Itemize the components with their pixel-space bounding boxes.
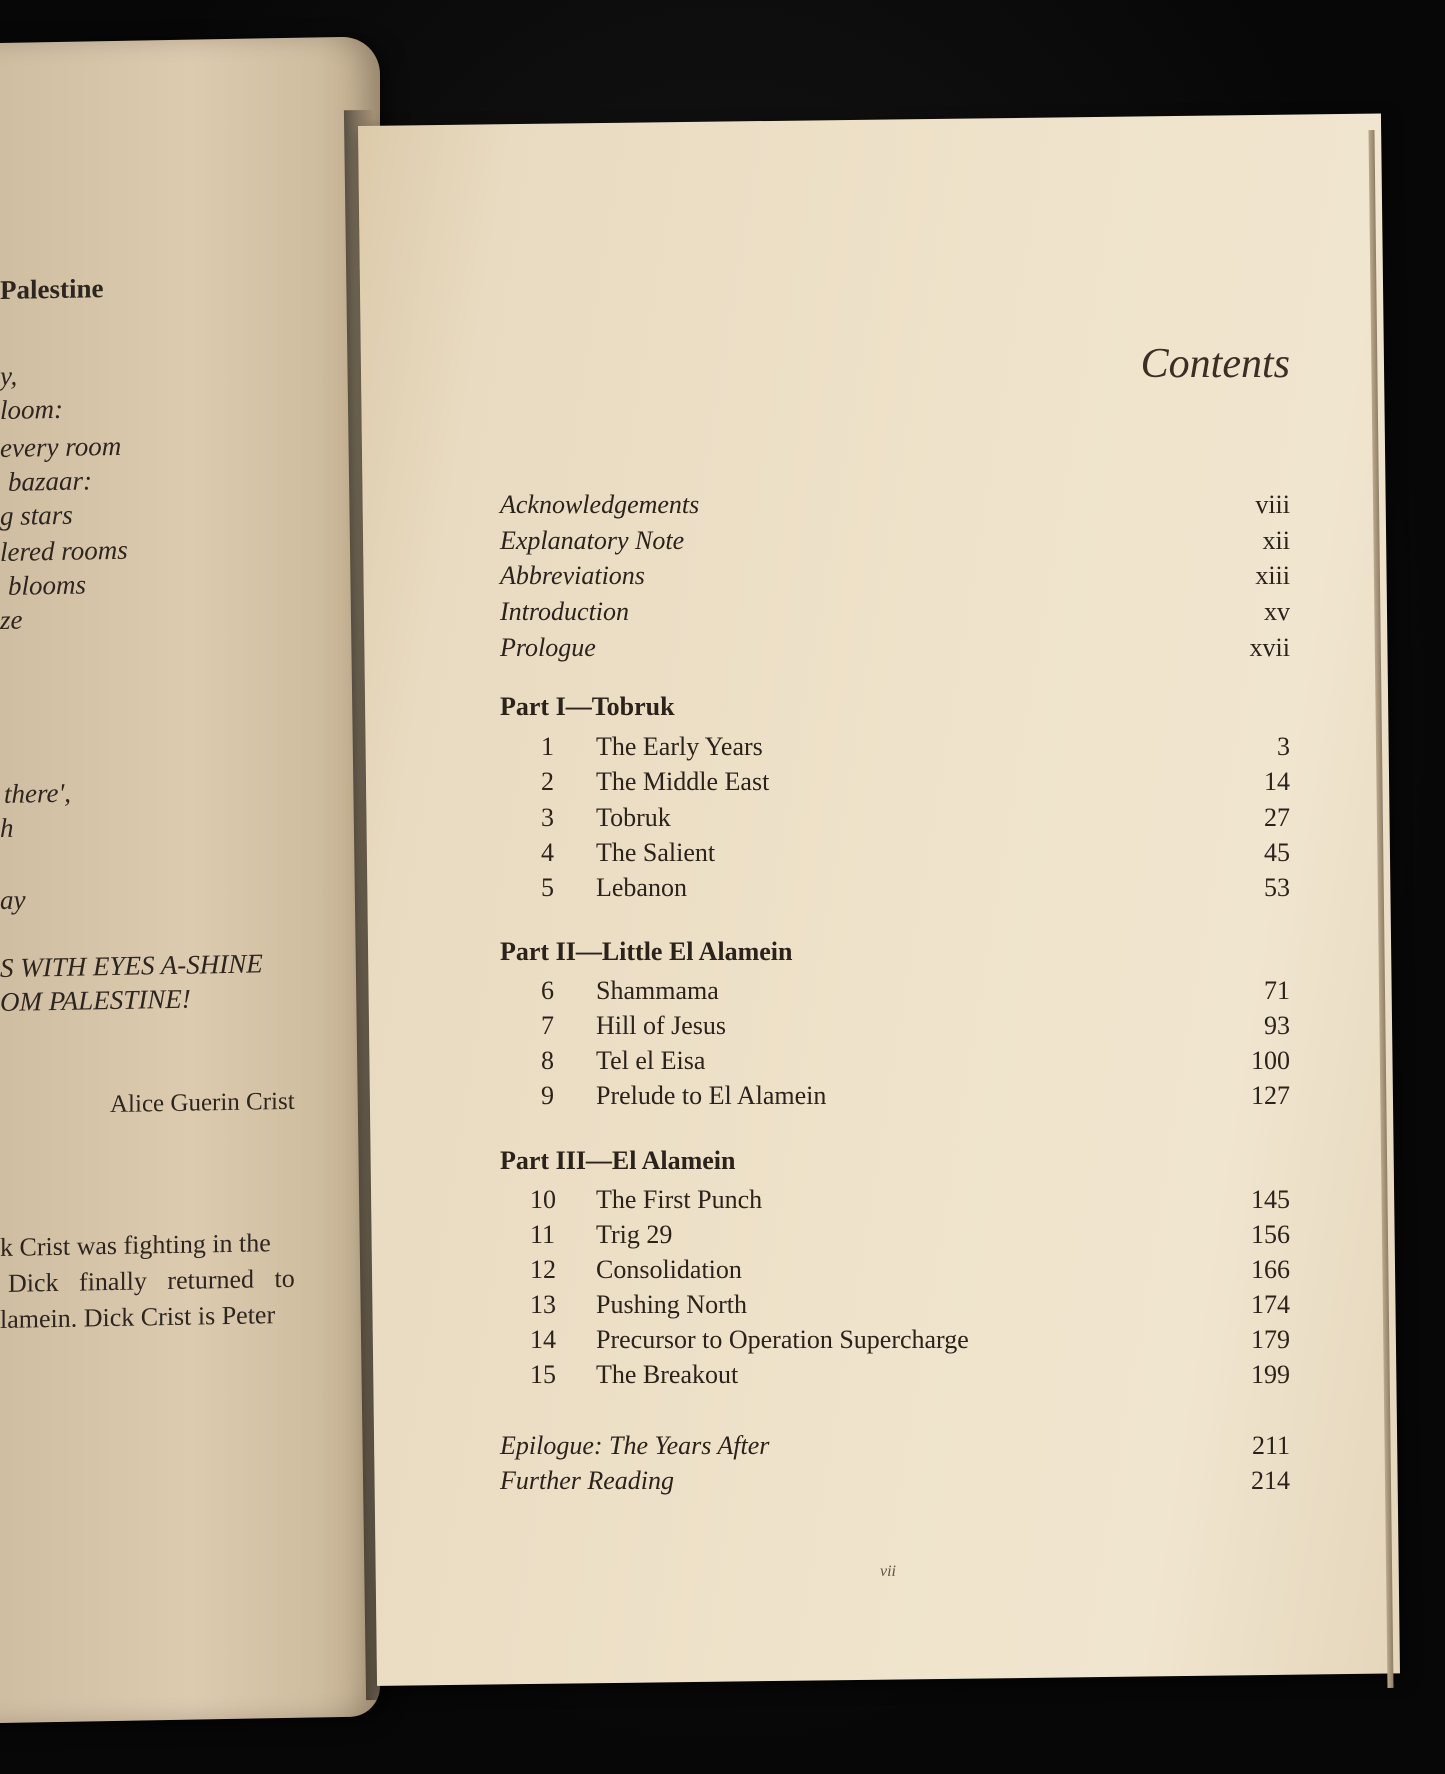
poem-line: lered rooms [0, 534, 128, 567]
chapter-page: 199 [1251, 1360, 1290, 1389]
entry-page: xvii [1249, 633, 1290, 662]
chapter-title: Lebanon [596, 873, 687, 902]
chapter-page: 156 [1251, 1220, 1290, 1249]
chapter-title: Precursor to Operation Supercharge [596, 1325, 969, 1354]
poem-line: ay [0, 884, 26, 915]
chapter-number: 3 [541, 803, 554, 832]
toc-chapter-1[interactable] [500, 730, 1290, 764]
toc-chapter-3[interactable] [500, 801, 1290, 835]
chapter-title: Prelude to El Alamein [596, 1081, 827, 1110]
chapter-title: Shammama [596, 976, 719, 1005]
entry-label: Abbreviations [500, 561, 645, 590]
toc-entry-abbreviations[interactable] [500, 559, 1290, 593]
entry-label: Explanatory Note [500, 526, 685, 555]
chapter-number: 10 [530, 1185, 556, 1214]
toc-chapter-13[interactable] [500, 1288, 1290, 1322]
poem-line: blooms [8, 569, 87, 601]
chapter-number: 9 [541, 1081, 554, 1110]
chapter-page: 127 [1251, 1081, 1290, 1110]
chapter-number: 12 [530, 1255, 556, 1284]
prose-line: lamein. Dick Crist is Peter [0, 1300, 276, 1334]
toc-entry-epilogue[interactable] [500, 1429, 1290, 1463]
chapter-title: The Breakout [596, 1360, 739, 1389]
toc-chapter-11[interactable] [500, 1218, 1290, 1252]
chapter-number: 2 [541, 767, 554, 796]
toc-chapter-5[interactable] [500, 871, 1290, 905]
entry-page: viii [1255, 490, 1290, 519]
chapter-title: Tel el Eisa [596, 1046, 706, 1075]
chapter-page: 53 [1264, 873, 1290, 902]
poem-line: bazaar: [8, 465, 93, 497]
toc-chapter-8[interactable] [500, 1044, 1290, 1078]
toc-chapter-12[interactable] [500, 1253, 1290, 1287]
chapter-number: 7 [541, 1011, 554, 1040]
chapter-title: Pushing North [596, 1290, 747, 1319]
entry-page: xv [1264, 597, 1290, 626]
chapter-number: 6 [541, 976, 554, 1005]
left-page-heading: Palestine [0, 273, 104, 305]
poem-line: loom: [0, 393, 63, 425]
entry-label: Acknowledgements [500, 490, 700, 519]
prose-line: Dick finally returned to [8, 1263, 295, 1298]
toc-chapter-15[interactable] [500, 1358, 1290, 1392]
toc-chapter-7[interactable] [500, 1009, 1290, 1043]
chapter-number: 11 [530, 1220, 556, 1249]
chapter-title: The Middle East [596, 767, 770, 796]
poem-line: y, [0, 360, 18, 391]
entry-label: Further Reading [500, 1466, 675, 1495]
chapter-page: 45 [1264, 838, 1290, 867]
chapter-page: 145 [1251, 1185, 1290, 1214]
chapter-page: 166 [1251, 1255, 1290, 1284]
entry-page: xii [1262, 526, 1290, 555]
chapter-page: 14 [1264, 767, 1290, 796]
chapter-title: Trig 29 [596, 1220, 673, 1249]
toc-chapter-10[interactable] [500, 1183, 1290, 1217]
chapter-number: 5 [541, 873, 554, 902]
entry-page: 211 [1251, 1431, 1290, 1460]
toc-entry-acknowledgements[interactable] [500, 488, 1290, 522]
chapter-page: 3 [1277, 732, 1290, 761]
chapter-title: The Salient [596, 838, 716, 867]
entry-page: 214 [1251, 1466, 1290, 1495]
chapter-page: 27 [1264, 803, 1290, 832]
chapter-page: 179 [1251, 1325, 1290, 1354]
chapter-page: 71 [1264, 976, 1290, 1005]
part-heading: Part III—El Alamein [500, 1146, 736, 1175]
toc-chapter-4[interactable] [500, 836, 1290, 870]
poem-line: OM PALESTINE! [0, 983, 191, 1017]
toc-entry-introduction[interactable] [500, 595, 1290, 629]
entry-page: xiii [1255, 561, 1290, 590]
poem-line: S WITH EYES A-SHINE [0, 948, 263, 983]
poem-line: ze [0, 604, 23, 635]
chapter-number: 8 [541, 1046, 554, 1075]
toc-chapter-14[interactable] [500, 1323, 1290, 1357]
page-title: Contents [1140, 341, 1290, 387]
chapter-number: 4 [541, 838, 554, 867]
poem-line: h [0, 812, 14, 843]
chapter-title: Tobruk [596, 803, 671, 832]
chapter-page: 174 [1251, 1290, 1290, 1319]
part-heading: Part I—Tobruk [500, 692, 675, 721]
prose-line: k Crist was fighting in the [0, 1228, 271, 1262]
toc-chapter-9[interactable] [500, 1079, 1290, 1113]
chapter-title: Consolidation [596, 1255, 742, 1284]
chapter-number: 13 [530, 1290, 556, 1319]
poem-line: there', [4, 777, 71, 809]
chapter-page: 93 [1264, 1011, 1290, 1040]
chapter-number: 15 [530, 1360, 556, 1389]
chapter-number: 14 [530, 1325, 556, 1354]
toc-entry-further-reading[interactable] [500, 1464, 1290, 1498]
entry-label: Introduction [500, 597, 630, 626]
chapter-title: The First Punch [596, 1185, 763, 1214]
chapter-title: Hill of Jesus [596, 1011, 726, 1040]
entry-label: Epilogue: The Years After [500, 1431, 770, 1460]
chapter-title: The Early Years [596, 732, 763, 761]
toc-entry-prologue[interactable] [500, 631, 1290, 665]
part-heading: Part II—Little El Alamein [500, 937, 793, 966]
toc-entry-explanatory-note[interactable] [500, 524, 1290, 558]
poem-line: every room [0, 430, 122, 463]
poem-line: g stars [0, 499, 73, 531]
page-folio: vii [880, 1563, 896, 1580]
poem-author: Alice Guerin Crist [110, 1087, 295, 1119]
left-page [0, 36, 380, 1723]
entry-label: Prologue [500, 633, 596, 662]
chapter-number: 1 [541, 732, 554, 761]
chapter-page: 100 [1251, 1046, 1290, 1075]
toc-chapter-2[interactable] [500, 765, 1290, 799]
toc-chapter-6[interactable] [500, 974, 1290, 1008]
